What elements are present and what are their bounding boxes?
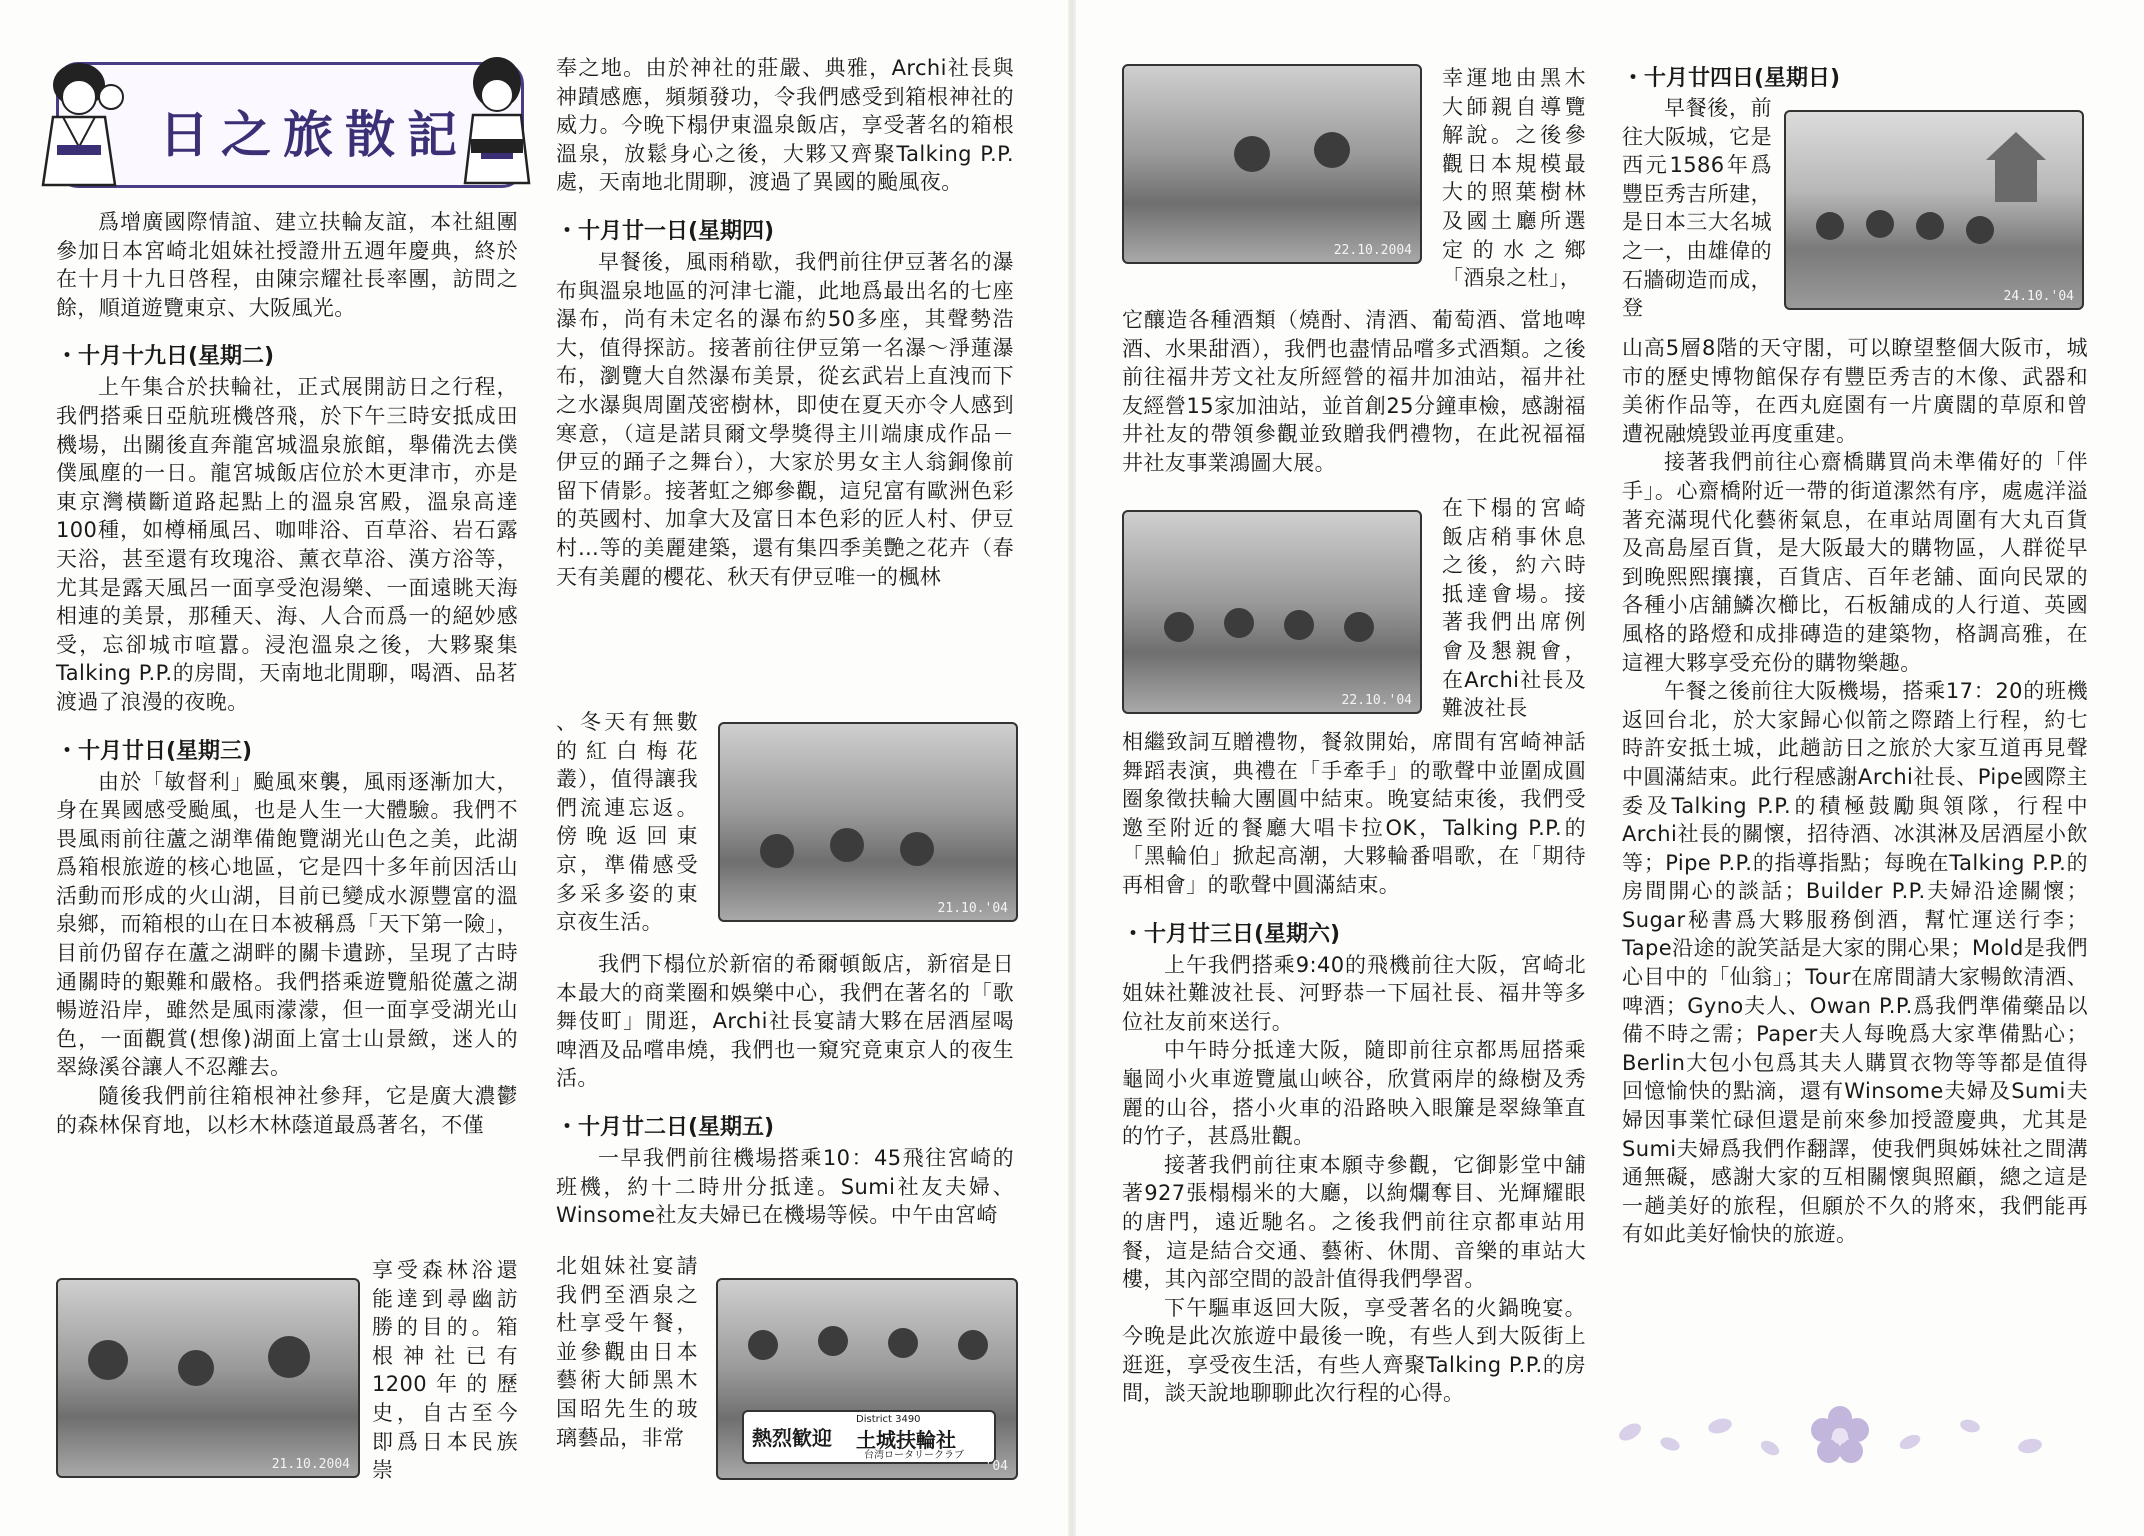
paragraph-meeting: 在下榻的宮崎飯店稍事休息之後，約六時抵達會場。接著我們出席例會及懇親會，在Archi社長及難波社長 bbox=[1442, 496, 1586, 721]
photo-meeting-group bbox=[1122, 510, 1422, 714]
paragraph-hakone-cont: 奉之地。由於神社的莊嚴、典雅，Archi社長與神蹟感應，頻頻發功，令我們感受到箱根神社的威力。今晚下榻伊東溫泉飯店，享受著名的箱根溫泉，放鬆身心之後，大夥又齊聚Talking P.P.處，天南地北閒聊，渡過了異國的颱風夜。 bbox=[556, 56, 1014, 195]
column-2-lower bbox=[556, 950, 1014, 1230]
photo-group-at-gate bbox=[718, 722, 1018, 922]
photo-glass-gallery bbox=[1122, 64, 1422, 264]
column-3-wrap-2 bbox=[1442, 494, 1586, 723]
photo-date-stamp: 24.10.'04 bbox=[2003, 289, 2074, 304]
column-2-wrap bbox=[556, 708, 698, 937]
paragraph-oct21-cont: 、冬天有無數的紅白梅花叢），值得讓我們流連忘返。傍晚返回東京，準備感受多采多姿的東京夜生活。 bbox=[556, 710, 698, 935]
kimono-girl-left-illustration bbox=[29, 57, 129, 189]
column-2 bbox=[556, 54, 1014, 591]
column-2-wrap-lower bbox=[556, 1252, 698, 1452]
sakura-decoration bbox=[1610, 1396, 2080, 1476]
castle-silhouette bbox=[1986, 132, 2046, 202]
heading-oct20: ・十月廿日(星期三) bbox=[56, 738, 253, 764]
banner-welcome-text: 熱烈歓迎 bbox=[752, 1426, 832, 1450]
paragraph-return-thanks: 午餐之後前往大阪機場，搭乘17：20的班機返回台北，於大家歸心似箭之際踏上行程，約七時許安抵土城，此趟訪日之旅於大家互道再見聲中圓滿結束。此行程感謝Archi社長、Pipe國際主委及Talking P.P.的積極鼓勵與領隊，行程中Archi社長的關懷，招待酒、冰淇淋及居酒屋小飲等；Pipe P.P.的指導指點；每晚在Talking P.P.的房間開心的談話；Builder P.P.夫婦沿途關懷；Sugar秘書爲大夥服務倒酒，幫忙運送行李；Tape沿途的說笑話是大家的開心果；Mold是我們心目中的「仙翁」；Tour在席間請大家暢飲清酒、啤酒；Gyno夫人、Owan P.P.爲我們準備藥品以備不時之需；Paper夫人每晚爲大家準備點心；Berlin大包小包爲其夫人購買衣物等等都是值得回憶愉快的點滴，還有Winsome夫婦及Sumi夫婦因事業忙碌但還是前來參加授證慶典，尤其是Sumi夫婦爲我們作翻譯，使我們與姊妹社之間溝通無礙，感謝大家的互相關懷與照顧，總之這是一趟美好的旅程，但願於不久的將來，我們能再有如此美好愉快的旅遊。 bbox=[1622, 679, 2088, 1247]
column-1 bbox=[56, 208, 518, 1139]
page-gutter bbox=[1068, 0, 1076, 1536]
heading-oct21: ・十月廿一日(星期四) bbox=[556, 218, 775, 244]
paragraph-oct23-flight: 上午我們搭乘9:40的飛機前往大阪，宮崎北姐妹社難波社長、河野恭一下屆社長、福井等多位社友前來送行。 bbox=[1122, 952, 1586, 1034]
welcome-banner bbox=[742, 1410, 996, 1464]
column-4-wrap bbox=[1622, 94, 1772, 323]
banner-sub-text: 台湾ロータリークラブ bbox=[864, 1450, 964, 1461]
photo-date-stamp: 21.10.2004 bbox=[271, 1457, 350, 1472]
title-banner bbox=[56, 62, 524, 188]
paragraph-shinsaibashi: 接著我們前往心齋橋購買尚未準備好的「伴手」。心齋橋附近一帶的街道潔然有序，處處洋溢著充滿現代化藝術氣息，在車站周圍有大丸百貨及高島屋百貨，是大阪最大的購物區，人群從早到晚熙熙攘攘，百貨店、百年老舖、面向民眾的各種小店舖鱗次櫛比，石板舖成的人行道、英國風格的路燈和成排磚造的建築物，格調高雅，在這裡大夥享受充份的購物樂趣。 bbox=[1622, 450, 2088, 675]
heading-oct24: ・十月廿四日(星期日) bbox=[1622, 66, 1841, 91]
paragraph-hakone-shrine-cont: 享受森林浴還能達到尋幽訪勝的目的。箱根神社已有1200年的歷史，自古至今即爲日本民族崇 bbox=[372, 1258, 518, 1483]
photo-date-stamp: 21.10.'04 bbox=[937, 901, 1008, 916]
paragraph-osaka-castle-cont: 山高5層8階的天守閣，可以瞭望整個大阪市，城市的歷史博物館保存有豐臣秀吉的木像、武器和美術作品等，在西丸庭園有一片廣闊的草原和曾遭祝融燒毀並再度重建。 bbox=[1622, 336, 2088, 446]
banner-club-text: 土城扶輪社 bbox=[856, 1428, 956, 1452]
photo-welcome-banner-group bbox=[716, 1278, 1018, 1480]
photo-osaka-castle-group bbox=[1784, 110, 2084, 310]
sakura-flower-icon bbox=[1610, 1396, 2080, 1476]
photo-date-stamp: 22.10.'04 bbox=[1341, 693, 1412, 708]
heading-oct22: ・十月廿二日(星期五) bbox=[556, 1114, 775, 1140]
paragraph-oct19: 上午集合於扶輪社，正式展開訪日之行程，我們搭乘日亞航班機啓飛，於下午三時安抵成田機場，出關後直奔龍宮城溫泉旅館，舉備洗去僕僕風塵的一日。龍宮城飯店位於木更津市，亦是東京灣橫斷道路起點上的溫泉宮殿，溫泉高達100種，如樽桶風呂、咖啡浴、百草浴、岩石露天浴，甚至還有玫瑰浴、薰衣草浴、漢方浴等，尤其是露天風呂一面享受泡湯樂、一面遠眺天海相連的美景，那種天、海、人合而爲一的絕妙感受，忘卻城市喧囂。浸泡溫泉之後，大夥聚集Talking P.P.的房間，天南地北閒聊，喝酒、品茗渡過了浪漫的夜晚。 bbox=[56, 375, 518, 714]
paragraph-oct23-temple: 接著我們前往東本願寺參觀，它御影堂中舖著927張榻榻米的大廳，以絢爛奪目、光輝耀眼的唐門，遠近馳名。之後我們前往京都車站用餐，這是結合交通、藝術、休閒、音樂的車站大樓，其內部空間的設計值得我們學習。 bbox=[1122, 1152, 1586, 1292]
column-4-top bbox=[1622, 64, 2088, 95]
photo-date-stamp: 22.10.2004 bbox=[1333, 243, 1412, 258]
paragraph-oct23-kyoto: 中午時分抵達大阪，隨即前往京都馬屈搭乘龜岡小火車遊覽嵐山峽谷，欣賞兩岸的綠樹及秀麗的山谷，搭小火車的沿路映入眼簾是翠綠筆直的竹子，甚爲壯觀。 bbox=[1122, 1038, 1586, 1149]
paragraph-meeting-cont: 相繼致詞互贈禮物，餐敘開始，席間有宮崎神話舞蹈表演，典禮在「手牽手」的歌聲中並圍成圓圈象徵扶輪大團圓中結束。晚宴結束後，我們受邀至附近的餐廳大唱卡拉OK，Talking P.P.的「黑輪伯」掀起高潮，大夥輪番唱歌，在「期待再相會」的歌聲中圓滿結束。 bbox=[1122, 730, 1586, 897]
column-4 bbox=[1622, 334, 2088, 1249]
column-1-wrap bbox=[372, 1256, 518, 1485]
intro-paragraph: 爲增廣國際情誼、建立扶輪友誼，本社組團參加日本宮崎北姐妹社授證卅五週年慶典，終於在十月十九日啓程，由陳宗耀社長率團，訪問之餘，順道遊覽東京、大阪風光。 bbox=[56, 210, 518, 320]
photo-dinner-banquet bbox=[56, 1278, 360, 1478]
column-3-lower bbox=[1122, 728, 1586, 1408]
paragraph-oct23-evening: 下午驅車返回大阪，享受著名的火鍋晚宴。今晚是此次旅遊中最後一晚，有些人到大阪街上逛逛，享受夜生活，有些人齊聚Talking P.P.的房間，談天說地聊聊此次行程的心得。 bbox=[1122, 1295, 1586, 1406]
paragraph-sake-fukui: 它釀造各種酒類（燒酎、清酒、葡萄酒、當地啤酒、水果甜酒），我們也盡情品嚐多式酒類。之後前往福井芳文社友所經營的福井加油站，福井社友經營15家加油站，並首創25分鐘車檢，感謝福井社友的帶領參觀並致贈我們禮物，在此祝福福井社友事業鴻圖大展。 bbox=[1122, 308, 1586, 475]
paragraph-oct21: 早餐後，風雨稍歇，我們前往伊豆著名的瀑布與溫泉地區的河津七瀧，此地爲最出名的七座瀑布，尚有未定名的瀑布約50多座，其聲勢浩大，值得探訪。接著前往伊豆第一名瀑～淨蓮瀑布，瀏覽大自然瀑布美景，從玄武岩上直洩而下之水瀑與周圍茂密樹林，即使在夏天亦令人感到寒意，（這是諾貝爾文學獎得主川端康成作品－伊豆的踊子之舞台），大家於男女主人翁銅像前留下倩影。接著虹之鄉參觀，這兒富有歐洲色彩的英國村、加拿大及富日本色彩的匠人村、伊豆村…等的美麗建築，還有集四季美艷之花卉（春天有美麗的櫻花、秋天有伊豆唯一的楓林 bbox=[556, 249, 1014, 589]
banner-district-text: District 3490 bbox=[856, 1414, 921, 1425]
paragraph-oct22-cont: 北姐妹社宴請我們至酒泉之杜享受午餐，並參觀由日本藝術大師黑木国昭先生的玻璃藝品，非常 bbox=[556, 1254, 698, 1450]
column-3-wrap bbox=[1442, 64, 1586, 293]
paragraph-oct20: 由於「敏督利」颱風來襲，風雨逐漸加大，身在異國感受颱風，也是人生一大體驗。我們不畏風雨前往蘆之湖準備飽覽湖光山色之美，此湖爲箱根旅遊的核心地區，它是四十多年前因活山活動而形成的火山湖，目前已變成水源豐富的溫泉鄉，而箱根的山在日本被稱爲「天下第一險」，目前仍留存在蘆之湖畔的關卡遺跡，呈現了古時通關時的艱難和嚴格。我們搭乘遊覽船從蘆之湖暢遊沿岸，雖然是風雨濛濛，但一面享受湖光山色，一面觀賞(想像)湖面上富士山景緻，迷人的翠綠溪谷讓人不忍離去。 bbox=[56, 769, 518, 1080]
column-3 bbox=[1122, 306, 1586, 478]
photo-date-stamp: '04 bbox=[984, 1459, 1008, 1474]
page-title: 日之旅散記 bbox=[159, 105, 469, 164]
paragraph-hakone-shrine: 隨後我們前往箱根神社參拜，它是廣大濃鬱的森林保育地，以杉木林蔭道最爲著名，不僅 bbox=[56, 1084, 518, 1137]
paragraph-osaka-castle: 早餐後，前往大阪城，它是西元1586年爲豐臣秀吉所建，是日本三大名城之一，由雄偉的石牆砌造而成，登 bbox=[1622, 96, 1772, 321]
heading-oct23: ・十月廿三日(星期六) bbox=[1122, 921, 1341, 947]
kimono-girl-right-illustration bbox=[447, 53, 547, 189]
paragraph-kuroki-guide: 幸運地由黑木大師親自導覽解說。之後參觀日本規模最大的照葉樹林及國土廳所選定的水之鄉「酒泉之杜」， bbox=[1442, 66, 1586, 291]
paragraph-shinjuku: 我們下榻位於新宿的希爾頓飯店，新宿是日本最大的商業圈和娛樂中心，我們在著名的「歌舞伎町」閒逛，Archi社長宴請大夥在居酒屋喝啤酒及品嚐串燒，我們也一窺究竟東京人的夜生活。 bbox=[556, 952, 1014, 1091]
heading-oct19: ・十月十九日(星期二) bbox=[56, 344, 275, 370]
paragraph-oct22: 一早我們前往機場搭乘10：45飛往宮崎的班機，約十二時卅分抵達。Sumi社友夫婦、Winsome社友夫婦已在機場等候。中午由宮崎 bbox=[556, 1145, 1014, 1228]
